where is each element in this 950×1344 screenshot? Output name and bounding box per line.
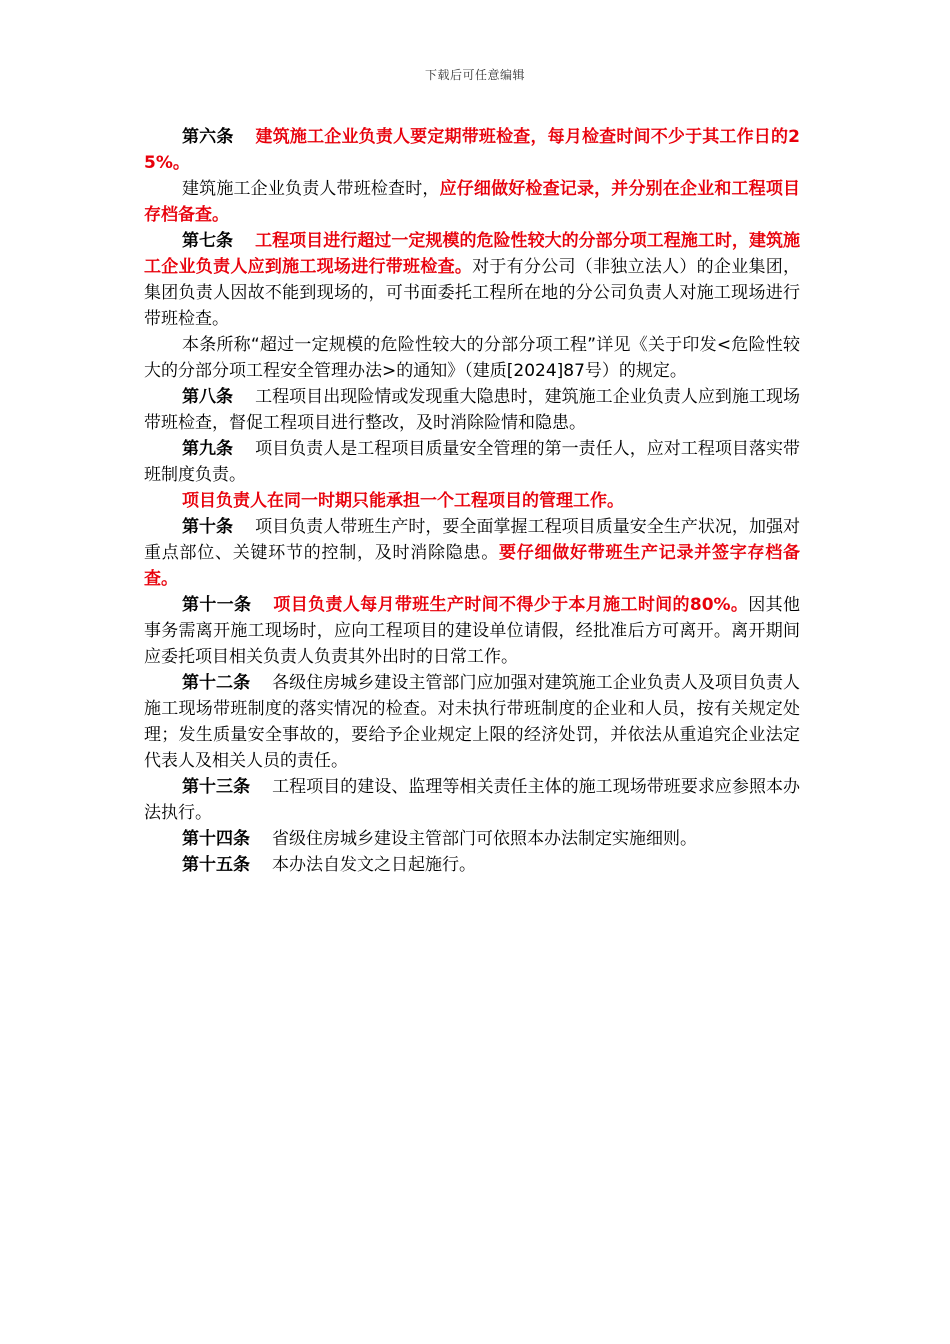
body-text: 本办法自发文之日起施行。	[272, 855, 476, 875]
article-label: 第八条	[182, 387, 234, 407]
article-label: 第七条	[182, 231, 234, 251]
article-label: 第十二条	[182, 673, 251, 693]
article-11	[144, 592, 800, 670]
document-body	[144, 124, 800, 878]
article-label: 第十条	[182, 517, 234, 537]
emphasis-text: 建筑施工企业负责人要定期带班检查，每月检查时间不少于其工作日的25%。	[144, 127, 801, 173]
article-14	[144, 826, 800, 852]
article-9-paragraph-2	[144, 488, 800, 514]
body-text: 项目负责人是工程项目质量安全管理的第一责任人，应对工程项目落实带班制度负责。	[144, 439, 801, 485]
emphasis-text: 要仔细做好带班生产记录并签字存档备查。	[144, 543, 800, 589]
emphasis-text: 项目负责人在同一时期只能承担一个工程项目的管理工作。	[182, 491, 624, 511]
article-12	[144, 670, 800, 774]
body-text: 建筑施工企业负责人带班检查时，	[182, 179, 440, 199]
emphasis-text: 工程项目进行超过一定规模的危险性较大的分部分项工程施工时，建筑施工企业负责人应到施工现场进行带班检查。	[144, 231, 801, 277]
body-text: 省级住房城乡建设主管部门可依照本办法制定实施细则。	[272, 829, 697, 849]
article-label: 第六条	[182, 127, 234, 147]
article-15	[144, 852, 800, 878]
article-label: 第十三条	[182, 777, 251, 797]
article-9	[144, 436, 800, 488]
body-text: 项目负责人带班生产时，要全面掌握工程项目质量安全生产状况，加强对重点部位、关键环节的控制，及时消除隐患。	[144, 517, 801, 563]
body-text: 各级住房城乡建设主管部门应加强对建筑施工企业负责人及项目负责人施工现场带班制度的落实情况的检查。对未执行带班制度的企业和人员，按有关规定处理；发生质量安全事故的，要给予企业规定上限的经济处罚，并依法从重追究企业法定代表人及相关人员的责任。	[144, 673, 801, 771]
article-6	[144, 124, 800, 176]
emphasis-text: 项目负责人每月带班生产时间不得少于本月施工时间的80%。	[273, 595, 749, 615]
article-label: 第十四条	[182, 829, 250, 849]
article-label: 第十五条	[182, 855, 250, 875]
body-text: 工程项目出现险情或发现重大隐患时，建筑施工企业负责人应到施工现场带班检查，督促工程项目进行整改，及时消除险情和隐患。	[144, 387, 801, 433]
page-header: 下载后可任意编辑	[424, 68, 525, 82]
body-text: 对于有分公司（非独立法人）的企业集团，集团负责人因故不能到现场的，可书面委托工程所在地的分公司负责人对施工现场进行带班检查。	[144, 257, 801, 329]
body-text: 工程项目的建设、监理等相关责任主体的施工现场带班要求应参照本办法执行。	[144, 777, 801, 823]
article-8	[144, 384, 800, 436]
body-text: 本条所称“超过一定规模的危险性较大的分部分项工程”详见《关于印发<危险性较大的分部分项工程安全管理办法>的通知》（建质[2024]87号）的规定。	[144, 335, 800, 381]
emphasis-text: 应仔细做好检查记录，并分别在企业和工程项目存档备查。	[144, 179, 801, 225]
article-label: 第九条	[182, 439, 234, 459]
body-text: 因其他事务需离开施工现场时，应向工程项目的建设单位请假，经批准后方可离开。离开期间应委托项目相关负责人负责其外出时的日常工作。	[144, 595, 801, 667]
article-6-paragraph-2	[144, 176, 800, 228]
article-7	[144, 228, 800, 332]
article-label: 第十一条	[182, 595, 252, 615]
article-13	[144, 774, 800, 826]
article-10	[144, 514, 800, 592]
article-7-paragraph-2	[144, 332, 800, 384]
